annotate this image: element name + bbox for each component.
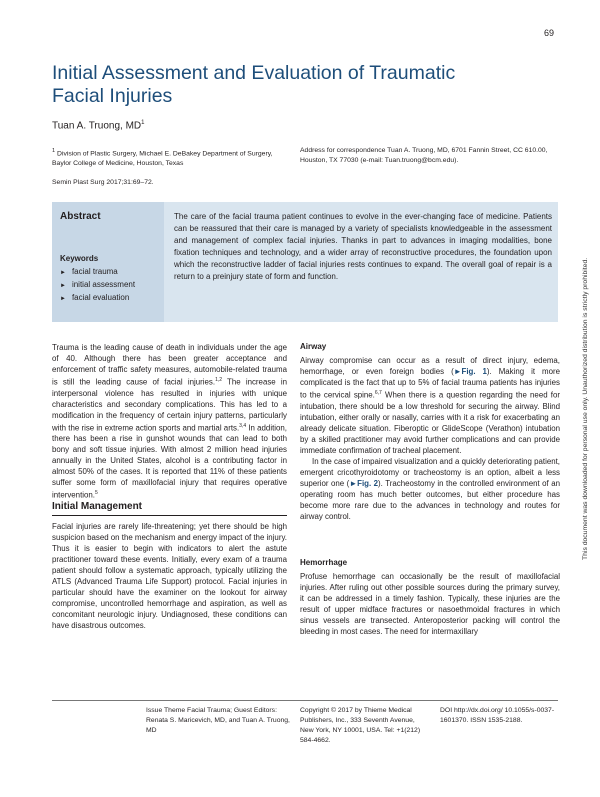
hemorrhage-paragraph xyxy=(300,571,560,637)
citation: Semin Plast Surg 2017;31:69–72. xyxy=(52,179,154,186)
intro-paragraph xyxy=(52,342,287,501)
ref-sup: 6,7 xyxy=(374,390,382,396)
keyword-item: ► facial trauma xyxy=(60,266,135,279)
figure-link[interactable]: ►Fig. 2 xyxy=(349,478,379,488)
article-title: Initial Assessment and Evaluation of Traumatic Facial Injuries xyxy=(52,62,456,107)
airway2-text-a: In the case of impaired visualization and a quickly deteriorating patient, emergent cricothyroidotomy or tracheostomy is an option, albeit a less superior one ( xyxy=(300,456,560,488)
airway-paragraph xyxy=(300,355,560,522)
keywords-heading: Keywords xyxy=(60,254,99,263)
section-heading-initial-management: Initial Management xyxy=(52,501,143,512)
keyword-item: ► initial assessment xyxy=(60,279,135,292)
figure-link[interactable]: ►Fig. 1 xyxy=(453,367,487,376)
ref-sup: 3,4 xyxy=(239,422,247,429)
airway2-text-b: ). Tracheostomy in the controlled environment of an operating room has much better outcomes, but either procedure has become more rare due to the advances in technology and routes for airway control. xyxy=(300,478,561,521)
correspondence: Address for correspondence Tuan A. Truong, MD, 6701 Fannin Street, CC 610.00, Houston, TX 77030 (e-mail: Tuan.truong@bcm.edu). xyxy=(300,147,548,164)
airway-text-c: When there is a question regarding the need for intubation, there should be a low threshold for securing the airway. Blind intubation, either orally or nasally, carries with it a risk for exacerbating an already delicate situation. Fiberoptic or GlideScope (Verathon) intubation by a skilled practitioner may avoid further complications and can provide immediate confirmation of tracheal placement. xyxy=(300,390,560,455)
intro-text-b: The increase in interpersonal violence has resulted in injuries with unique characteristics and secondary complications. This has led to a modification in the frequency of certain injury patterns, particularly with the rise in extreme action sports and martial arts. xyxy=(52,377,287,433)
initial-management-text: Facial injuries are rarely life-threatening; yet there should be high suspicion based on the mechanism and energy impact of the injury. Thus it is easier to begin with indicators to alert the astute practitioner toward these events. Initially, every exam of a trauma patient should follow a systematic approach, typically utilizing the ATLS (Advanced Trauma Life Support) protocol. Facial injuries in particular should have the examiner on the lookout for airway compromise, uncontrolled hemorrhage and aspiration, as well as concomitant neurologic injury. Undiagnosed, these conditions can have disastrous outcomes. xyxy=(52,522,287,630)
side-note: This document was downloaded for personal use only. Unauthorized distribution is strictly prohibited. xyxy=(582,257,589,560)
footer-copyright: Copyright © 2017 by Thieme Medical Publishers, Inc., 333 Seventh Avenue, New York, NY 10001, USA. Tel: +1(212) 584-4662. xyxy=(300,707,421,744)
abstract-heading: Abstract xyxy=(60,211,101,222)
ref-sup: 1,2 xyxy=(215,377,223,383)
abstract-text: The care of the facial trauma patient continues to evolve in the ever-changing face of medicine. Patients can be reassured that their care is managed by a variety of specialists knowledgeable in the assessment and management of complex facial injuries. Thanks in part to advances in imaging modalities, bone fixation techniques and technology, and a wider array of reconstructive procedures, the foundation upon which the reconstructive ladder of facial injuries rests continues to expand. The overall goal of repair is a return to a preinjury state of form and function. xyxy=(174,212,552,281)
page-number: 69 xyxy=(543,28,554,38)
footer-issue: Issue Theme Facial Trauma; Guest Editors: Renata S. Maricevich, MD, and Tuan A. Truong, MD xyxy=(146,707,290,734)
hemorrhage-text: Profuse hemorrhage can occasionally be the result of maxillofacial injuries. After ruling out other possible sources during the primary survey, it can be addressed in a timely fashion. Typically, these injuries are the result of upper midface fractures or nasoethmoidal fractures in which sinus vessels are transected. Anteroposterior packing will control the bleeding in most cases. The need for intermaxillary xyxy=(300,572,560,636)
airway-text-a: Airway compromise can occur as a result of direct injury, edema, hemorrhage, or even foreign bodies ( xyxy=(300,356,560,376)
footer-doi: DOI http://dx.doi.org/ 10.1055/s-0037-1601370. ISSN 1535-2188. xyxy=(440,707,555,724)
section-rule xyxy=(52,515,287,516)
footer-rule xyxy=(52,700,558,701)
airway-text-b: ). Making it more complicated is the fact that up to 5% of facial trauma patients has injuries to the cervical spine. xyxy=(300,367,561,400)
author-sup: 1 xyxy=(141,120,145,126)
author-line xyxy=(52,120,144,131)
ref-sup: 5 xyxy=(95,490,98,497)
affiliation-text: Division of Plastic Surgery, Michael E. DeBakey Department of Surgery, Baylor College of Medicine, Houston, Texas xyxy=(52,150,273,168)
author-name: Tuan A. Truong, MD xyxy=(52,120,142,132)
section-heading-airway: Airway xyxy=(300,342,327,351)
keywords-list xyxy=(60,266,135,305)
intro-text-a: Trauma is the leading cause of death in individuals under the age of 40. Although there has been greater acceptance and enforcement of traffic safety measures, automobile-related trauma is still the leading cause of facial injuries. xyxy=(52,343,287,387)
affiliation-sup: 1 xyxy=(52,148,56,154)
section-heading-hemorrhage: Hemorrhage xyxy=(300,558,348,567)
affiliation xyxy=(52,146,282,169)
initial-management-paragraph xyxy=(52,521,287,631)
intro-text-c: In addition, there has been a rise in gunshot wounds that can lead to both bony and soft tissue injuries. With almost 2 million head injuries annually in the United States, alcohol is a contributing factor in almost 50% of the cases. It is reported that 11% of these patients suffer some form of maxillofacial injury that requires operative intervention. xyxy=(52,423,287,500)
keyword-item: ► facial evaluation xyxy=(60,292,135,305)
